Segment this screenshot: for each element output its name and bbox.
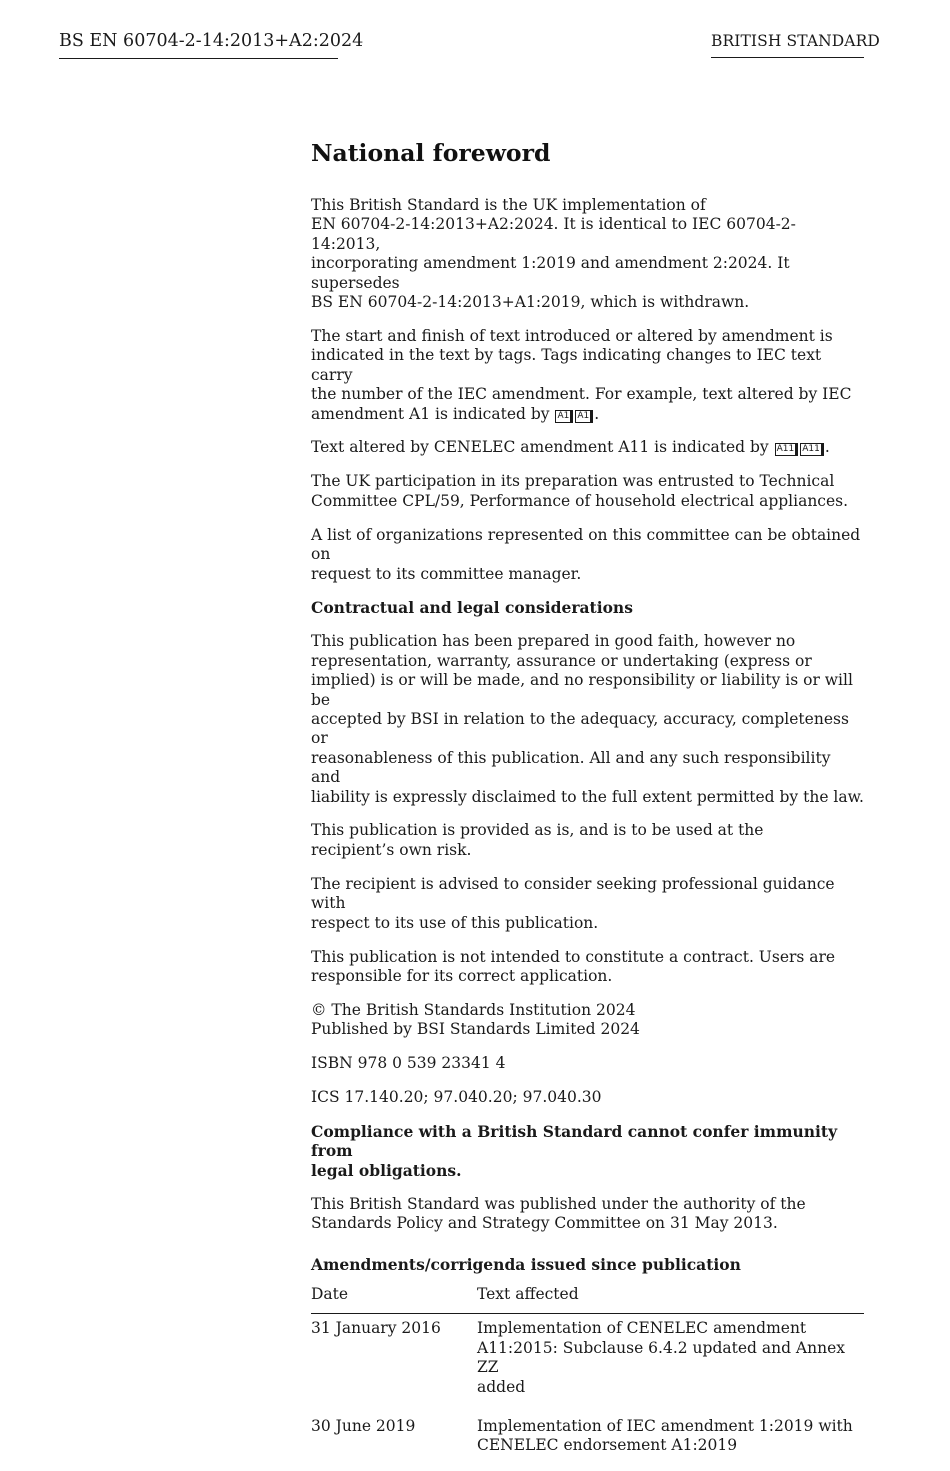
foreword-body: [311, 135, 864, 1471]
guidance-paragraph: The recipient is advised to consider seeking professional guidance with respect to its use of this publication.: [311, 874, 835, 932]
contractual-heading: Contractual and legal considerations: [311, 598, 633, 618]
table-header-row: [311, 1283, 864, 1314]
table-row: [311, 1412, 864, 1471]
table-row: [311, 1314, 864, 1412]
amendments-table: [311, 1283, 864, 1471]
contract-paragraph: This publication is not intended to constitute a contract. Users are responsible for its correct application.: [311, 947, 836, 985]
amendments-heading: Amendments/corrigenda issued since publication: [311, 1255, 741, 1275]
page-title: National foreword: [311, 139, 551, 167]
isbn: ISBN 978 0 539 23341 4: [311, 1054, 506, 1073]
amendment-tags-text: The start and finish of text introduced or altered by amendment is indicated in the text by tags. Tags indicating changes to IEC text carry the number of the IEC amendment. For example, text altered by IEC amendment A1 is indicated by: [311, 326, 852, 423]
compliance-notice: Compliance with a British Standard cannot confer immunity from legal obligations.: [311, 1121, 838, 1180]
committee-paragraph: The UK participation in its preparation was entrusted to Technical Committee CPL/59, Performance of household electrical appliances.: [311, 472, 849, 510]
cenelec-tags-text: Text altered by CENELEC amendment A11 is indicated by: [311, 438, 769, 457]
cenelec-tags-paragraph: Text altered by CENELEC amendment A11 is indicated by A11 A11 .: [311, 438, 830, 457]
column-header-text: Text affected: [477, 1283, 864, 1314]
copyright-paragraph: © The British Standards Institution 2024 Published by BSI Standards Limited 2024: [311, 1000, 640, 1039]
intro-paragraph: This British Standard is the UK implementation of EN 60704-2-14:2013+A2:2024. It is identical to IEC 60704-2-14:2013, incorporating amendment 1:2019 and amendment 2:2024. It supersedes BS EN 60704-2-14:2013+A1:2019, which is withdrawn.: [311, 196, 796, 312]
authority-paragraph: This British Standard was published under the authority of the Standards Policy and Strategy Committee on 31 May 2013.: [311, 1194, 806, 1233]
amendment-date: 31 January 2016: [311, 1319, 441, 1338]
risk-paragraph: This publication is provided as is, and is to be used at the recipient’s own risk.: [311, 821, 764, 859]
cenelec-end-tag-icon: A11: [800, 443, 824, 456]
amendment-tags-paragraph: The start and finish of text introduced or altered by amendment is indicated in the text by tags. Tags indicating changes to IEC text carry the number of the IEC amendment. For example, text altered by IEC amendment A1 is indicated by A1 A1 .: [311, 326, 852, 423]
amendment-date: 30 June 2019: [311, 1416, 416, 1435]
disclaimer-paragraph: This publication has been prepared in good faith, however no representation, warranty, assurance or undertaking (express or implied) is or will be made, and no responsibility or liability is or will be accepted by BSI in relation to the adequacy, accuracy, completeness or reasonableness of this publication. All and any such responsibility and liability is expressly disclaimed to the full extent permitted by the law.: [311, 632, 864, 806]
standard-series: BRITISH STANDARD: [711, 31, 864, 58]
organizations-paragraph: A list of organizations represented on this committee can be obtained on request to its committee manager.: [311, 525, 861, 583]
cenelec-start-tag-icon: A11: [775, 443, 799, 456]
ics-codes: ICS 17.140.20; 97.040.20; 97.040.30: [311, 1088, 602, 1107]
amendment-text: Implementation of CENELEC amendment A11:2015: Subclause 6.4.2 updated and Annex ZZ added: [477, 1319, 846, 1396]
document-id: BS EN 60704-2-14:2013+A2:2024: [59, 29, 338, 59]
amendment-end-tag-icon: A1: [575, 410, 593, 423]
amendment-start-tag-icon: A1: [555, 410, 573, 423]
column-header-date: Date: [311, 1283, 477, 1314]
amendment-text: Implementation of IEC amendment 1:2019 with CENELEC endorsement A1:2019: [477, 1416, 853, 1455]
